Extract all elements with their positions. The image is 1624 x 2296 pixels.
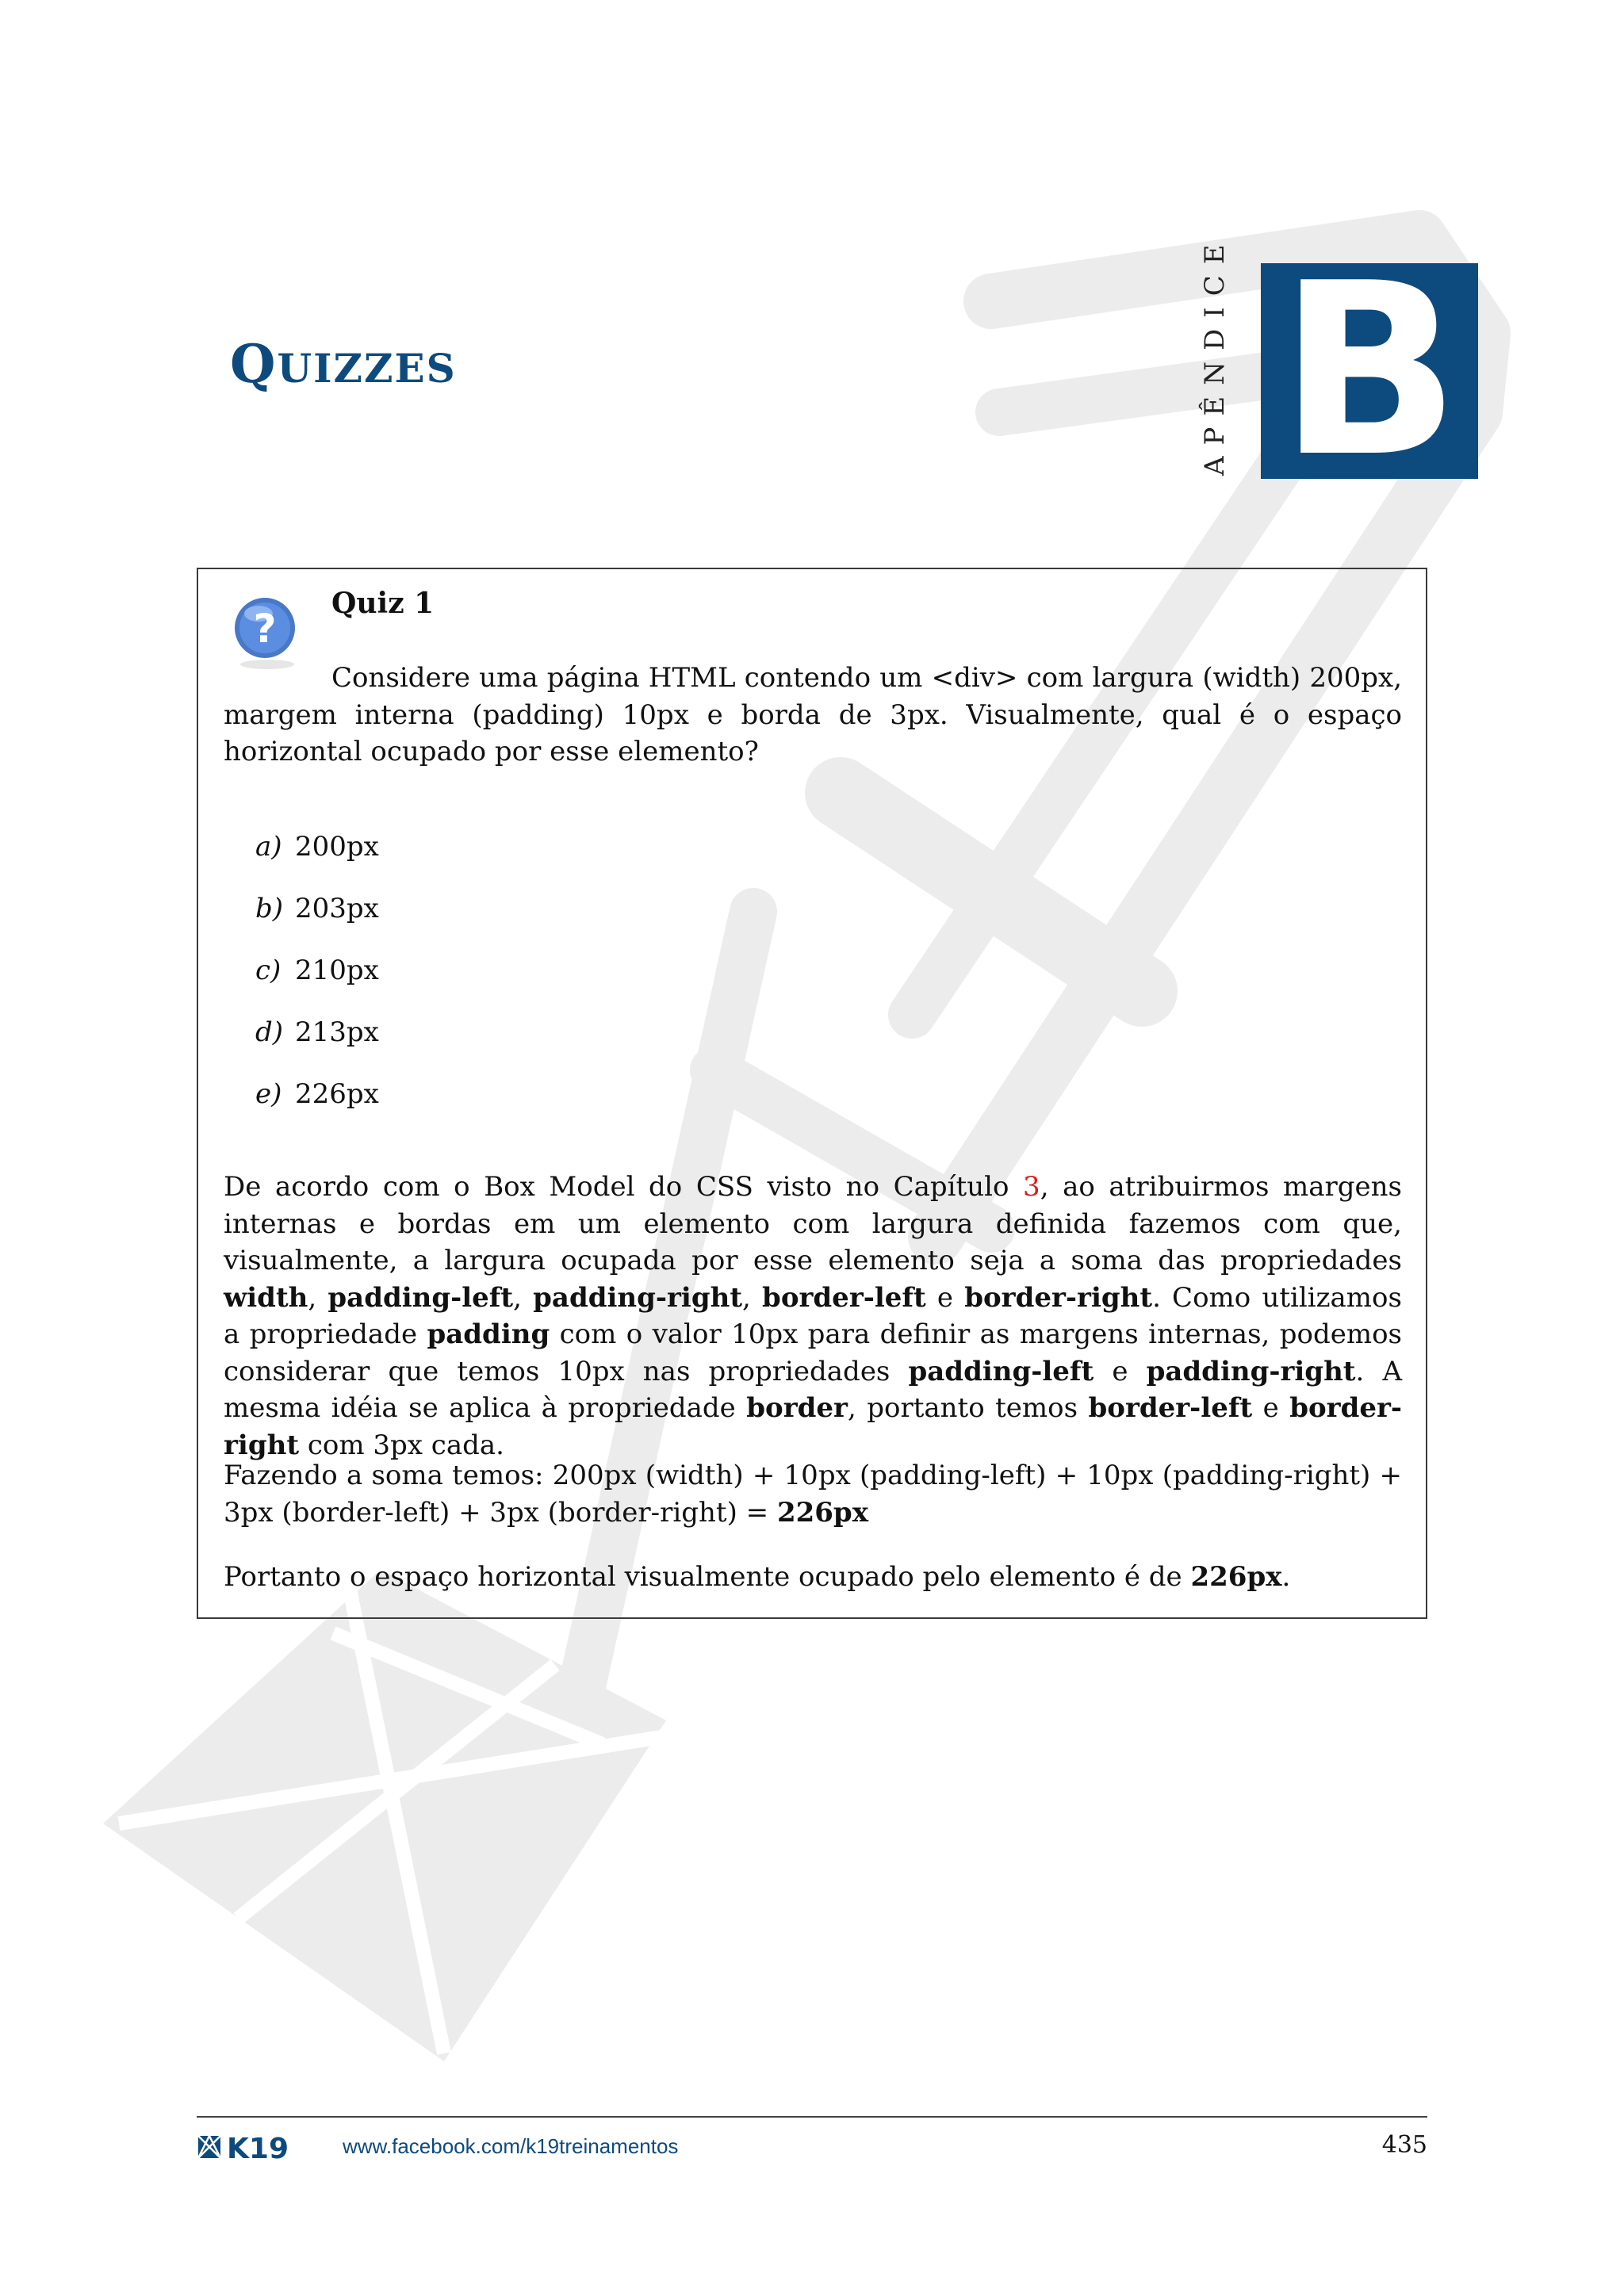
option-value: 226px (295, 1078, 379, 1110)
option-value: 203px (295, 893, 379, 924)
chapter-title-initial: Q (230, 333, 278, 395)
option-letter: c) (255, 955, 282, 986)
explanation-paragraph-1: De acordo com o Box Model do CSS visto no Capítulo 3, ao atribuirmos margens internas e bordas em um elemento com largura definida fazemos com que, visualmente, a largura ocupada por esse elemento seja a soma das propriedades width, padding-left, padding-right, border-left e border-right. Como utilizamos a propriedade padding com o valor 10px para definir as margens internas, podemos considerar que temos 10px nas propriedades padding-left e padding-right. A mesma idéia se aplica à propriedade border, portanto temos border-left e border-right com 3px cada. (224, 1171, 1402, 1461)
option-letter: d) (255, 1016, 284, 1048)
k19-logo (197, 2133, 324, 2161)
chapter-reference: 3 (1023, 1171, 1040, 1203)
quiz-heading: Quiz 1 (331, 587, 435, 620)
option-e (255, 1078, 379, 1110)
footer-divider (197, 2116, 1427, 2118)
chapter-title (230, 333, 457, 395)
option-letter: b) (255, 893, 284, 924)
result-value: 226px (776, 1496, 868, 1529)
svg-text:?: ? (253, 606, 277, 652)
option-letter: a) (255, 831, 282, 863)
option-b (255, 893, 379, 924)
logo-text: K19 (227, 2133, 289, 2161)
chapter-title-rest: UIZZES (277, 345, 457, 392)
option-value: 210px (295, 955, 379, 986)
final-result: 226px (1190, 1561, 1282, 1593)
option-value: 213px (295, 1016, 379, 1048)
facebook-link[interactable]: www.facebook.com/k19treinamentos (343, 2134, 679, 2158)
appendix-label: APÊNDICE (1199, 233, 1231, 476)
quiz-question: Considere uma página HTML contendo um <div> com largura (width) 200px, margem interna (padding) 10px e borda de 3px. Visualmente, qual é o espaço horizontal ocupado por esse elemento? (224, 662, 1402, 767)
option-letter: e) (255, 1078, 282, 1110)
explanation-paragraph-2: Fazendo a soma temos: 200px (width) + 10px (padding-left) + 10px (padding-right) + 3px (border-left) + 3px (border-right) = 226px (224, 1460, 1402, 1529)
option-value: 200px (295, 831, 379, 863)
appendix-letter-block: B (1261, 263, 1478, 479)
option-d (255, 1016, 379, 1048)
quiz-box (197, 568, 1427, 1619)
option-c (255, 955, 379, 986)
option-a (255, 831, 379, 863)
page-number: 435 (1381, 2131, 1427, 2159)
explanation-paragraph-3: Portanto o espaço horizontal visualmente ocupado pelo elemento é de 226px. (224, 1561, 1291, 1593)
